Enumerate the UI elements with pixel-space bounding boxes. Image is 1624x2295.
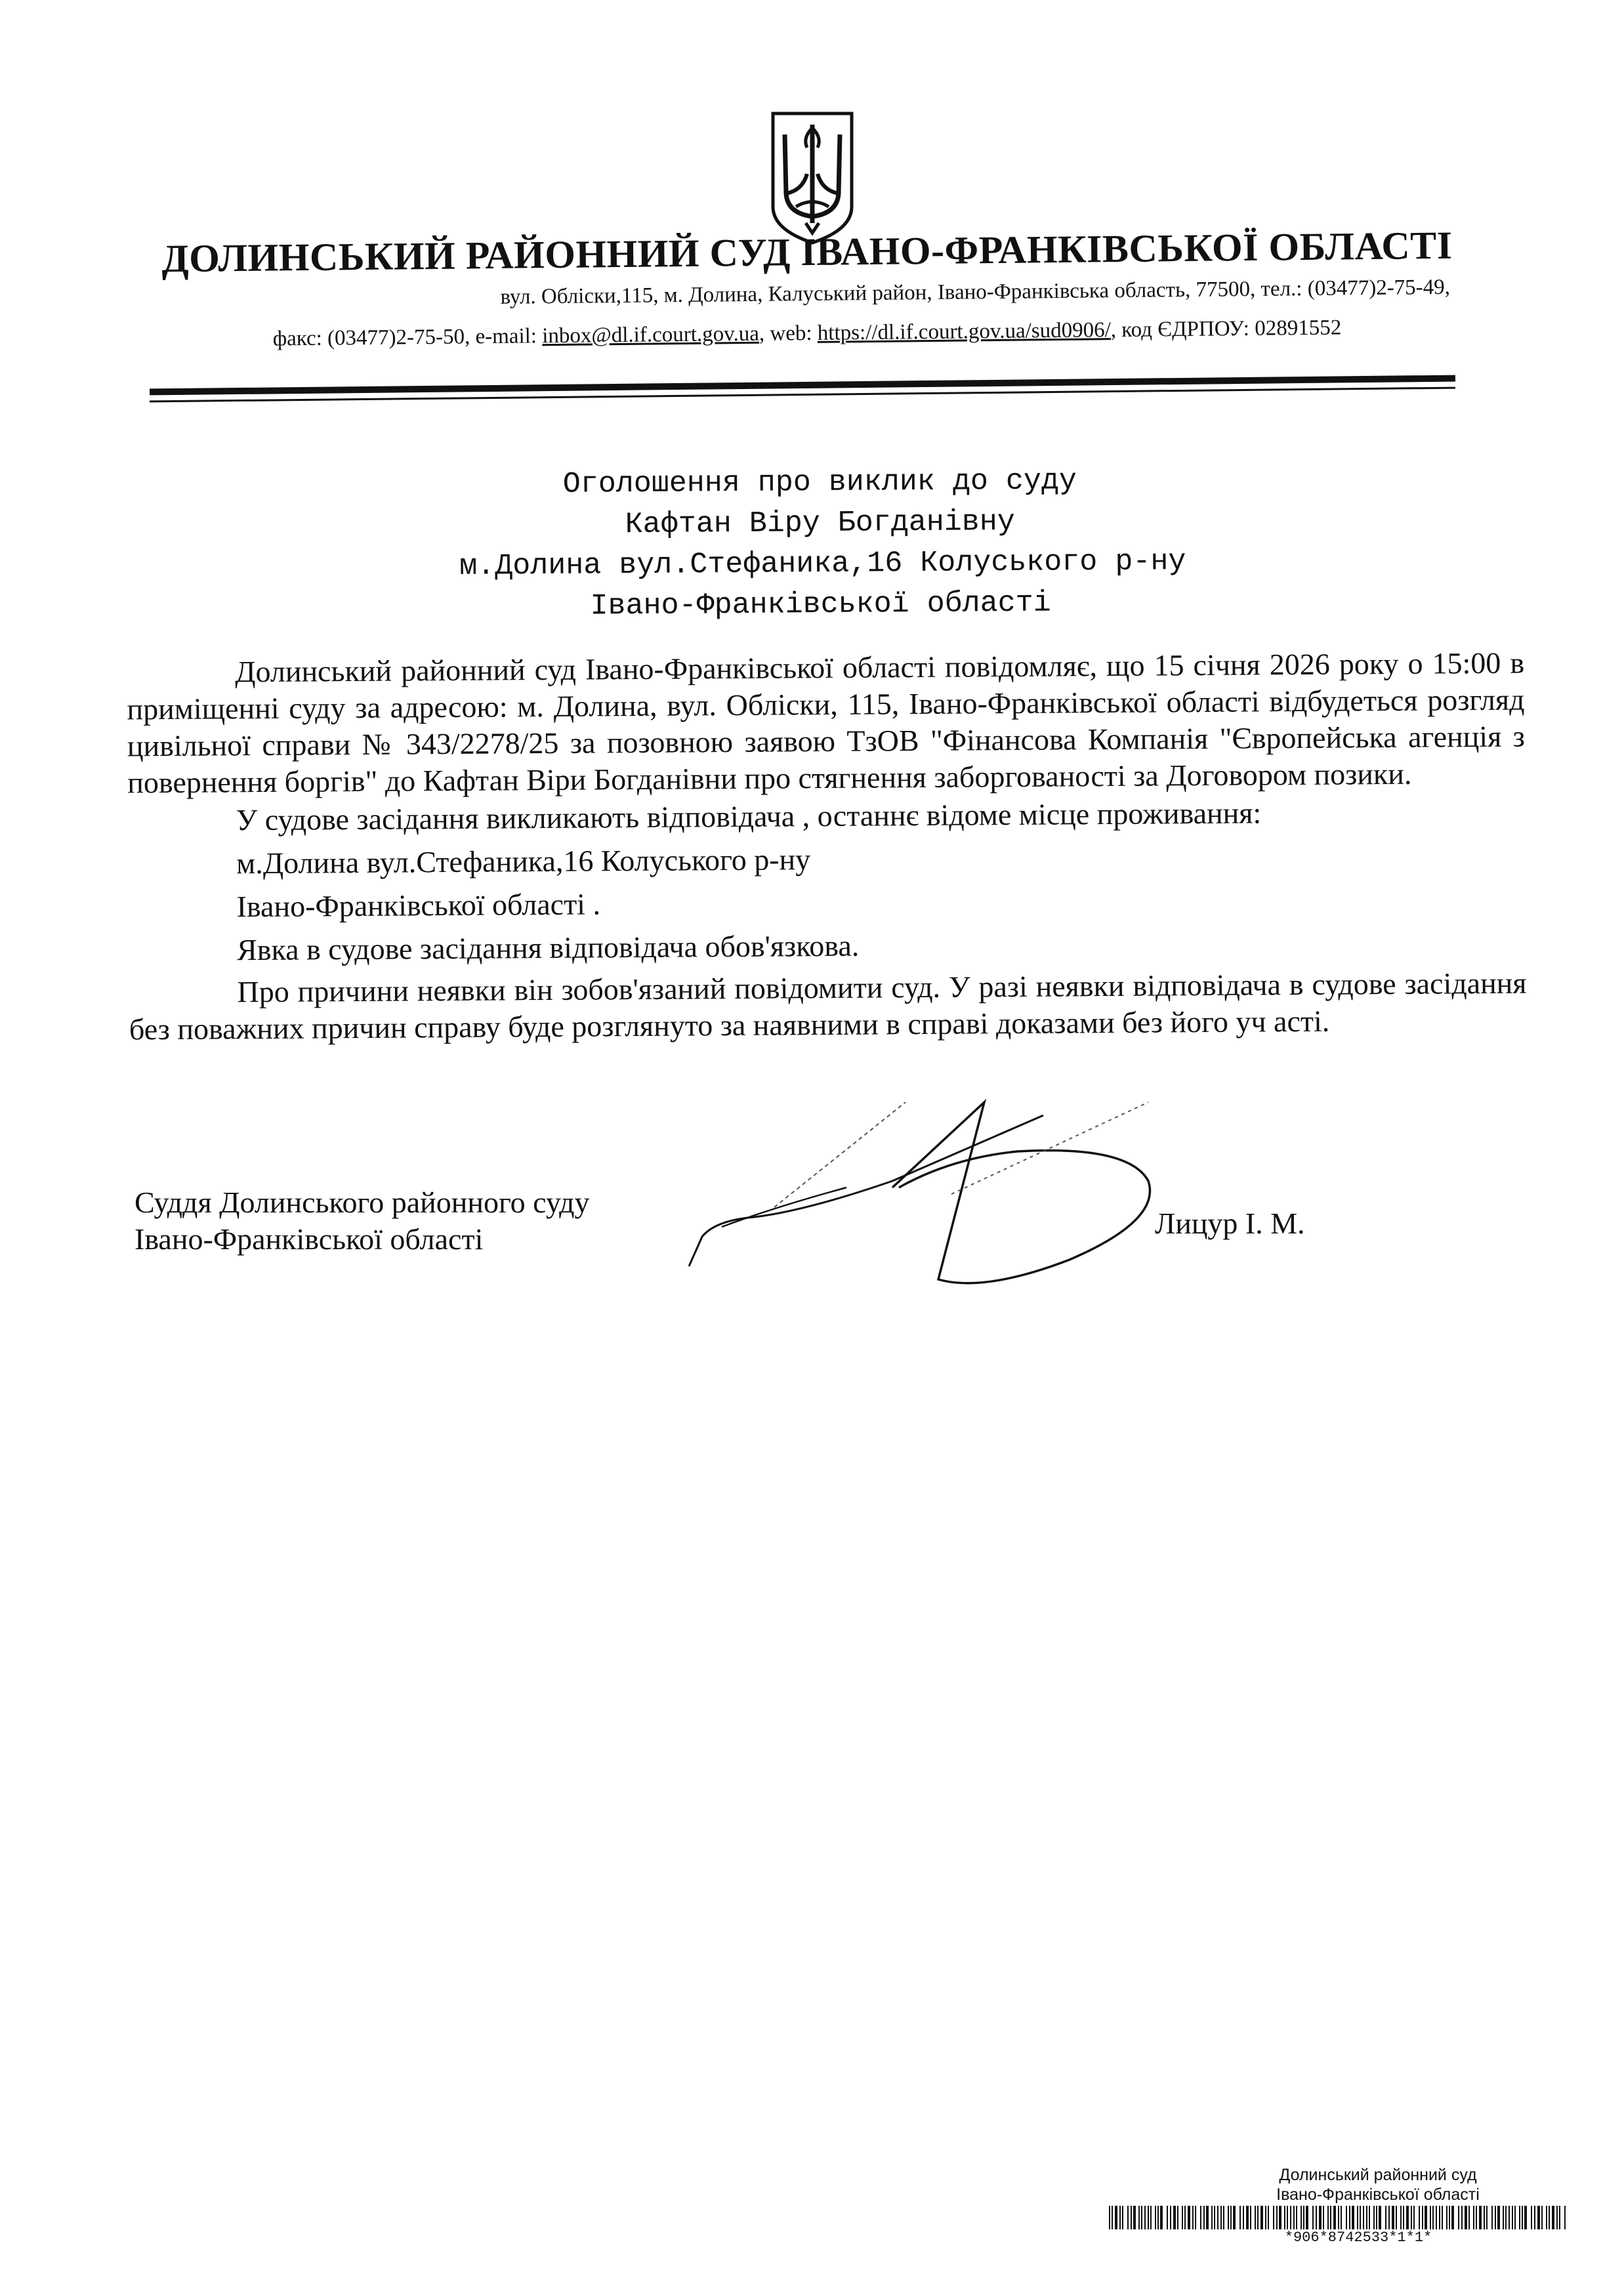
barcode xyxy=(1109,2206,1568,2229)
barcode-bar xyxy=(1327,2206,1329,2229)
barcode-bar xyxy=(1265,2206,1266,2229)
barcode-bar xyxy=(1419,2206,1420,2229)
email-link[interactable]: inbox@dl.if.court.gov.ua xyxy=(542,321,760,348)
barcode-bar xyxy=(1177,2206,1178,2229)
barcode-bar xyxy=(1276,2206,1278,2229)
barcode-bar xyxy=(1432,2206,1434,2229)
judge-name: Лицур І. М. xyxy=(1155,1207,1305,1240)
barcode-bar xyxy=(1155,2206,1156,2229)
barcode-bar xyxy=(1127,2206,1129,2229)
barcode-bar xyxy=(1290,2206,1291,2229)
barcode-bar xyxy=(1284,2206,1285,2229)
barcode-bar xyxy=(1436,2206,1437,2229)
barcode-bar xyxy=(1112,2206,1113,2229)
barcode-bar xyxy=(1465,2206,1467,2229)
barcode-bar xyxy=(1541,2206,1543,2229)
barcode-bar xyxy=(1330,2206,1331,2229)
barcode-bar xyxy=(1422,2206,1423,2229)
barcode-bar xyxy=(1403,2206,1404,2229)
barcode-bar xyxy=(1115,2206,1117,2229)
barcode-bar xyxy=(1279,2206,1281,2229)
barcode-bar xyxy=(1268,2206,1269,2229)
barcode-bar xyxy=(1512,2206,1513,2229)
barcode-bar xyxy=(1446,2206,1447,2229)
barcode-bar xyxy=(1160,2206,1163,2229)
barcode-bar xyxy=(1323,2206,1324,2229)
barcode-bar xyxy=(1316,2206,1317,2229)
barcode-bar xyxy=(1306,2206,1308,2229)
barcode-bar xyxy=(1556,2206,1558,2229)
body-paragraph-1: Долинський районний суд Івано-Франківської області повідомляє, що 15 січня 2026 року о 15:00 в приміщенні суду за адресою: м. Долина, вул. Обліски, 115, Івано-Франківської області відбудеться розгляд цивільної справи № 343/2278/25 за позовною заявою ТзОВ "Фінансова Компанія "Європейська агенція з повернення боргів" до Кафтан Віри Богданівни про стягнення заборгованості за Договором позики. xyxy=(127,646,1526,800)
announcement-title: Оголошення про виклик до суду xyxy=(562,464,1077,501)
barcode-bar xyxy=(1341,2206,1342,2229)
barcode-bar xyxy=(1228,2206,1229,2229)
barcode-bar xyxy=(1173,2206,1176,2229)
barcode-bar xyxy=(1273,2206,1274,2229)
barcode-bar xyxy=(1503,2206,1504,2229)
barcode-bar xyxy=(1255,2206,1256,2229)
judge-title-line-2: Івано-Франківської області xyxy=(135,1222,484,1256)
barcode-bar xyxy=(1484,2206,1485,2229)
barcode-bar xyxy=(1131,2206,1132,2229)
barcode-bar xyxy=(1442,2206,1443,2229)
barcode-bar xyxy=(1243,2206,1244,2229)
barcode-bar xyxy=(1385,2206,1386,2229)
barcode-bar xyxy=(1301,2206,1302,2229)
barcode-bar xyxy=(1220,2206,1222,2229)
judge-title-line-1: Суддя Долинського районного суду xyxy=(135,1186,590,1219)
web-label: , web: xyxy=(759,321,818,346)
barcode-bar xyxy=(1338,2206,1339,2229)
barcode-bar xyxy=(1206,2206,1209,2229)
body-paragraph-4: Про причини неявки він зобов'язаний повідомити суд. У разі неявки відповідача в судове засідання без поважних причин справу буде розглянуто за наявними в справі доказами без його уч асті. xyxy=(129,966,1527,1046)
barcode-bar xyxy=(1287,2206,1288,2229)
barcode-bar xyxy=(1148,2206,1149,2229)
barcode-bar xyxy=(1396,2206,1397,2229)
barcode-bar xyxy=(1257,2206,1259,2229)
barcode-bar xyxy=(1182,2206,1183,2229)
barcode-bar xyxy=(1349,2206,1350,2229)
barcode-bar xyxy=(1360,2206,1361,2229)
barcode-bar xyxy=(1549,2206,1550,2229)
barcode-bar xyxy=(1373,2206,1375,2229)
barcode-bar xyxy=(1133,2206,1136,2229)
barcode-bar xyxy=(1203,2206,1205,2229)
barcode-bar xyxy=(1519,2206,1520,2229)
barcode-bar xyxy=(1376,2206,1377,2229)
barcode-bar xyxy=(1357,2206,1358,2229)
barcode-bar xyxy=(1293,2206,1295,2229)
barcode-bar xyxy=(1486,2206,1488,2229)
court-contacts xyxy=(164,315,1450,353)
barcode-bar xyxy=(1250,2206,1251,2229)
barcode-bar xyxy=(1214,2206,1215,2229)
barcode-bar xyxy=(1497,2206,1500,2229)
barcode-bar xyxy=(1239,2206,1241,2229)
barcode-bar xyxy=(1211,2206,1213,2229)
barcode-bar xyxy=(1564,2206,1566,2229)
barcode-bar xyxy=(1491,2206,1493,2229)
barcode-bar xyxy=(1400,2206,1402,2229)
barcode-bar xyxy=(1170,2206,1171,2229)
barcode-bar xyxy=(1537,2206,1540,2229)
barcode-bar xyxy=(1230,2206,1232,2229)
court-name-heading: ДОЛИНСЬКИЙ РАЙОННИЙ СУД ІВАНО-ФРАНКІВСЬКОЇ ОБЛАСТІ xyxy=(161,223,1453,281)
barcode-bar xyxy=(1379,2206,1381,2229)
barcode-bar xyxy=(1514,2206,1516,2229)
barcode-bar xyxy=(1352,2206,1354,2229)
barcode-bar xyxy=(1195,2206,1196,2229)
barcode-bar xyxy=(1119,2206,1121,2229)
barcode-bar xyxy=(1312,2206,1314,2229)
barcode-bar xyxy=(1458,2206,1459,2229)
barcode-bar xyxy=(1559,2206,1560,2229)
barcode-bar xyxy=(1546,2206,1547,2229)
fax-text: факс: (03477)2-75-50, e-mail: xyxy=(272,324,543,351)
barcode-bar xyxy=(1413,2206,1415,2229)
barcode-bar xyxy=(1392,2206,1394,2229)
announcement-body xyxy=(127,645,1527,1048)
barcode-bar xyxy=(1150,2206,1152,2229)
body-paragraph-2: У судове засідання викликають відповідача , останнє відоме місце проживання: xyxy=(236,796,1262,837)
announcement-region: Івано-Франківської області xyxy=(590,586,1051,623)
barcode-bar xyxy=(1167,2206,1168,2229)
barcode-bar xyxy=(1233,2206,1236,2229)
barcode-bar xyxy=(1157,2206,1159,2229)
barcode-bar xyxy=(1109,2206,1110,2229)
website-link[interactable]: https://dl.if.court.gov.ua/sud0906/ xyxy=(817,318,1111,345)
barcode-bar xyxy=(1425,2206,1427,2229)
barcode-bar xyxy=(1552,2206,1554,2229)
trident-emblem-icon xyxy=(766,108,858,246)
barcode-bar xyxy=(1346,2206,1347,2229)
barcode-bar xyxy=(1449,2206,1450,2229)
barcode-bar xyxy=(1505,2206,1507,2229)
barcode-bar xyxy=(1144,2206,1146,2229)
announcement-person: Кафтан Віру Богданівну xyxy=(625,505,1015,542)
barcode-bar xyxy=(1200,2206,1201,2229)
barcode-bar xyxy=(1509,2206,1510,2229)
barcode-bar xyxy=(1260,2206,1263,2229)
barcode-bar xyxy=(1430,2206,1431,2229)
barcode-bar xyxy=(1479,2206,1482,2229)
body-region-line: Івано-Франківської області . xyxy=(236,887,601,924)
handwritten-signature xyxy=(676,1089,1175,1292)
header-divider-thick xyxy=(150,375,1455,396)
barcode-bar xyxy=(1534,2206,1535,2229)
barcode-bar xyxy=(1411,2206,1412,2229)
barcode-bar xyxy=(1406,2206,1409,2229)
judge-title xyxy=(135,1184,590,1258)
barcode-bar xyxy=(1363,2206,1364,2229)
edrpou-code: , код ЄДРПОУ: 02891552 xyxy=(1110,316,1342,342)
registry-stamp xyxy=(1109,2165,1568,2246)
body-address-line: м.Долина вул.Стефаника,16 Колуського р-ну xyxy=(236,842,811,880)
barcode-bar xyxy=(1531,2206,1532,2229)
barcode-bar xyxy=(1439,2206,1440,2229)
barcode-bar xyxy=(1217,2206,1218,2229)
barcode-bar xyxy=(1451,2206,1454,2229)
barcode-bar xyxy=(1524,2206,1527,2229)
barcode-bar xyxy=(1138,2206,1140,2229)
barcode-bar xyxy=(1303,2206,1304,2229)
barcode-bar xyxy=(1522,2206,1523,2229)
barcode-bar xyxy=(1246,2206,1249,2229)
barcode-bar xyxy=(1122,2206,1123,2229)
barcode-bar xyxy=(1333,2206,1336,2229)
barcode-bar xyxy=(1223,2206,1224,2229)
barcode-bar xyxy=(1369,2206,1370,2229)
barcode-bar xyxy=(1184,2206,1186,2229)
barcode-bar xyxy=(1468,2206,1470,2229)
barcode-bar xyxy=(1366,2206,1367,2229)
barcode-bar xyxy=(1192,2206,1194,2229)
court-address: вул. Обліски,115, м. Долина, Калуський район, Івано-Франківська область, 77500, тел.: (03477)2-75-49, xyxy=(500,275,1451,309)
barcode-bar xyxy=(1476,2206,1477,2229)
stamp-code: *906*8742533*1*1* xyxy=(1284,2229,1432,2246)
barcode-bar xyxy=(1388,2206,1390,2229)
barcode-bar xyxy=(1495,2206,1496,2229)
barcode-bar xyxy=(1461,2206,1463,2229)
stamp-region: Івано-Франківської області xyxy=(1276,2185,1480,2204)
barcode-bar xyxy=(1473,2206,1474,2229)
announcement-heading xyxy=(459,460,1186,628)
barcode-bar xyxy=(1296,2206,1297,2229)
barcode-bar xyxy=(1319,2206,1322,2229)
stamp-court-name: Долинський районний суд xyxy=(1279,2166,1477,2184)
body-paragraph-3: Явка в судове засідання відповідача обов'язкова. xyxy=(236,928,860,967)
announcement-address: м.Долина вул.Стефаника,16 Колуського р-ну xyxy=(459,545,1186,583)
barcode-bar xyxy=(1188,2206,1190,2229)
barcode-bar xyxy=(1141,2206,1142,2229)
